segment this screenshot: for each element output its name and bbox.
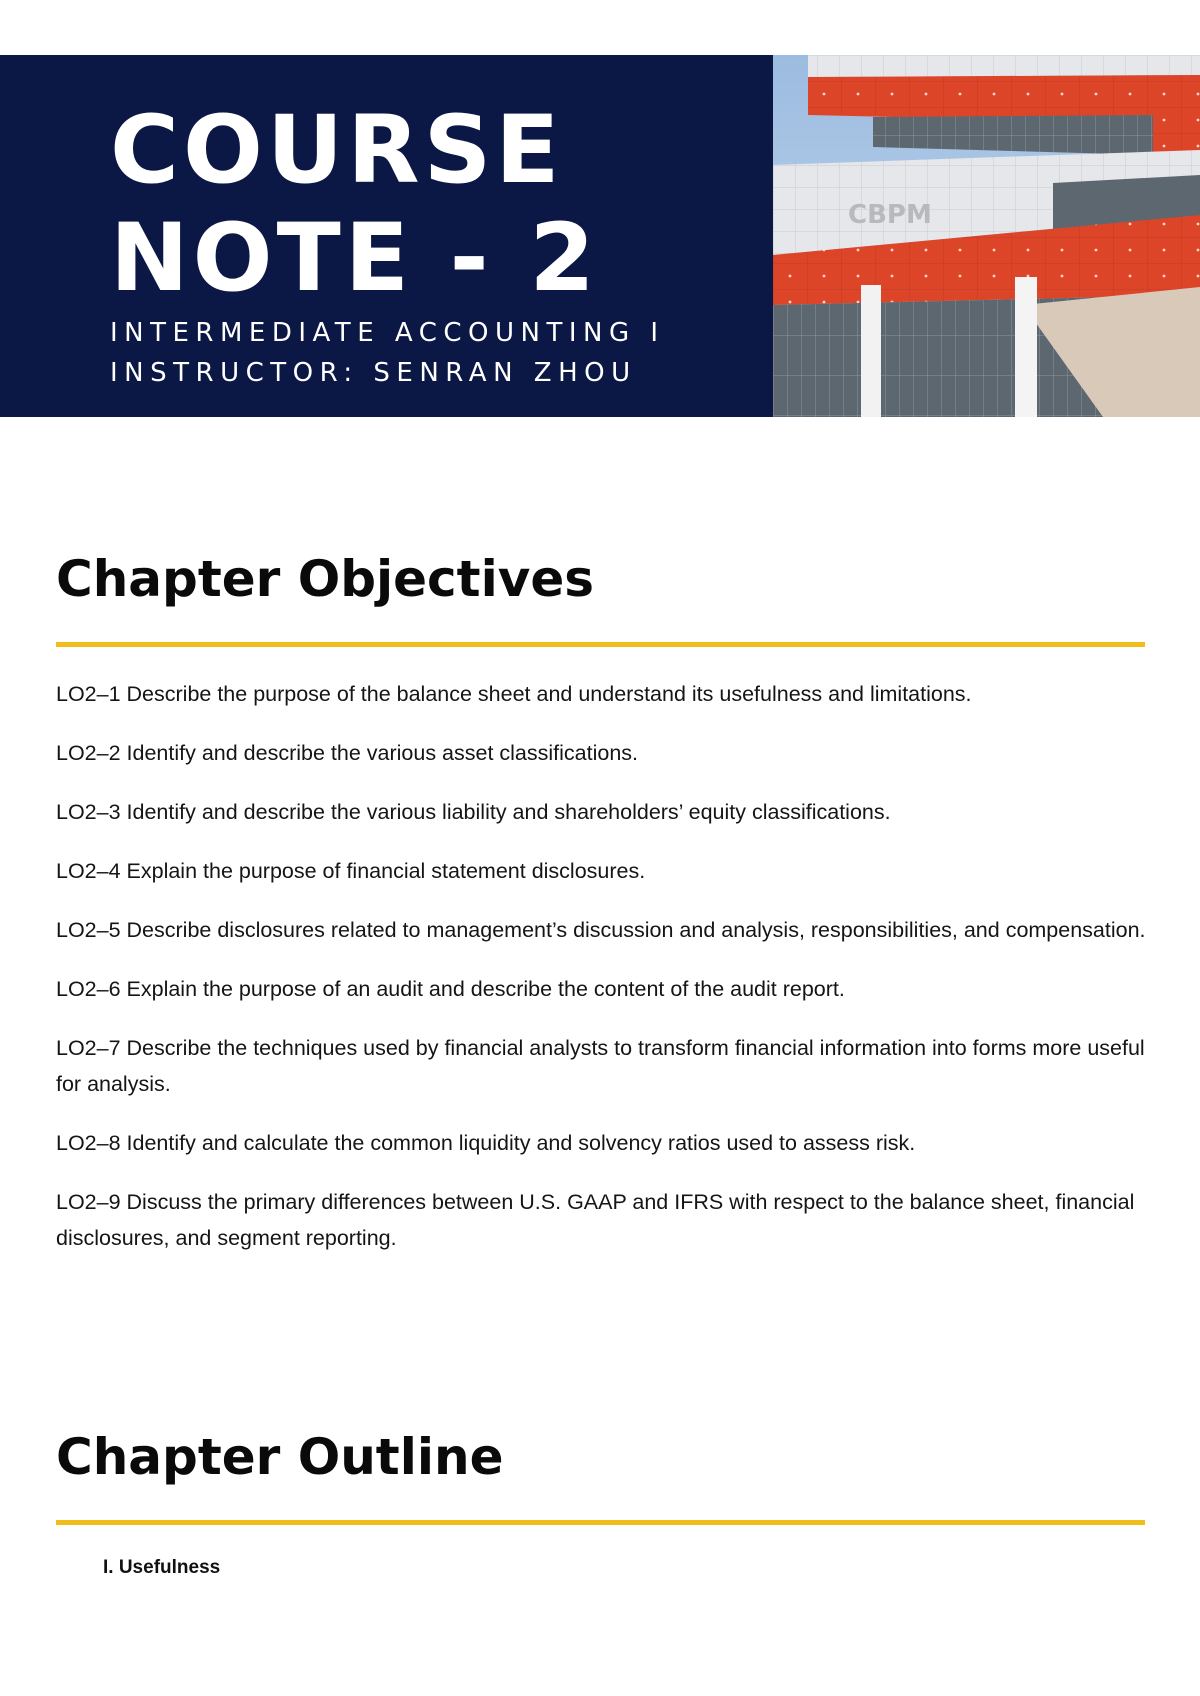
photo-sign: CBPM: [848, 200, 932, 230]
column-right: [1015, 277, 1037, 417]
course-title-line-1: COURSE: [110, 96, 564, 205]
course-subtitle: [110, 313, 665, 393]
chapter-outline-heading: Chapter Outline: [56, 1428, 504, 1486]
column-left: [861, 285, 881, 417]
course-title-line-2: NOTE - 2: [110, 204, 599, 313]
objective-item: LO2–1 Describe the purpose of the balance sheet and understand its usefulness and limitations.: [56, 682, 972, 706]
objective-item: LO2–6 Explain the purpose of an audit and describe the content of the audit report.: [56, 977, 845, 1001]
objective-item: LO2–3 Identify and describe the various liability and shareholders’ equity classifications.: [56, 800, 891, 824]
objective-item: LO2–2 Identify and describe the various asset classifications.: [56, 741, 639, 765]
objective-item: LO2–7 Describe the techniques used by financial analysts to transform financial information into forms more useful for analysis.: [56, 1036, 1145, 1096]
header-banner: [0, 55, 1200, 417]
chapter-objectives-heading: Chapter Objectives: [56, 550, 594, 608]
course-title: [110, 97, 599, 313]
objective-item: LO2–9 Discuss the primary differences between U.S. GAAP and IFRS with respect to the balance sheet, financial disclosures, and segment reporting.: [56, 1190, 1135, 1250]
top-slab: [808, 55, 1200, 77]
outline-divider: [56, 1520, 1145, 1525]
objective-item: LO2–4 Explain the purpose of financial statement disclosures.: [56, 859, 646, 883]
banner-title-panel: [0, 55, 773, 417]
building-photo: [773, 55, 1200, 417]
objectives-divider: [56, 642, 1145, 647]
objectives-list: [56, 676, 1146, 1279]
objective-item: LO2–8 Identify and calculate the common liquidity and solvency ratios used to assess risk.: [56, 1131, 916, 1155]
objective-item: LO2–5 Describe disclosures related to management’s discussion and analysis, responsibilities, and compensation.: [56, 918, 1146, 942]
building-photo-illustration: [773, 55, 1200, 417]
instructor-name: INSTRUCTOR: SENRAN ZHOU: [110, 358, 637, 388]
course-name: INTERMEDIATE ACCOUNTING I: [110, 318, 665, 348]
outline-item-usefulness: I. Usefulness: [103, 1557, 221, 1578]
